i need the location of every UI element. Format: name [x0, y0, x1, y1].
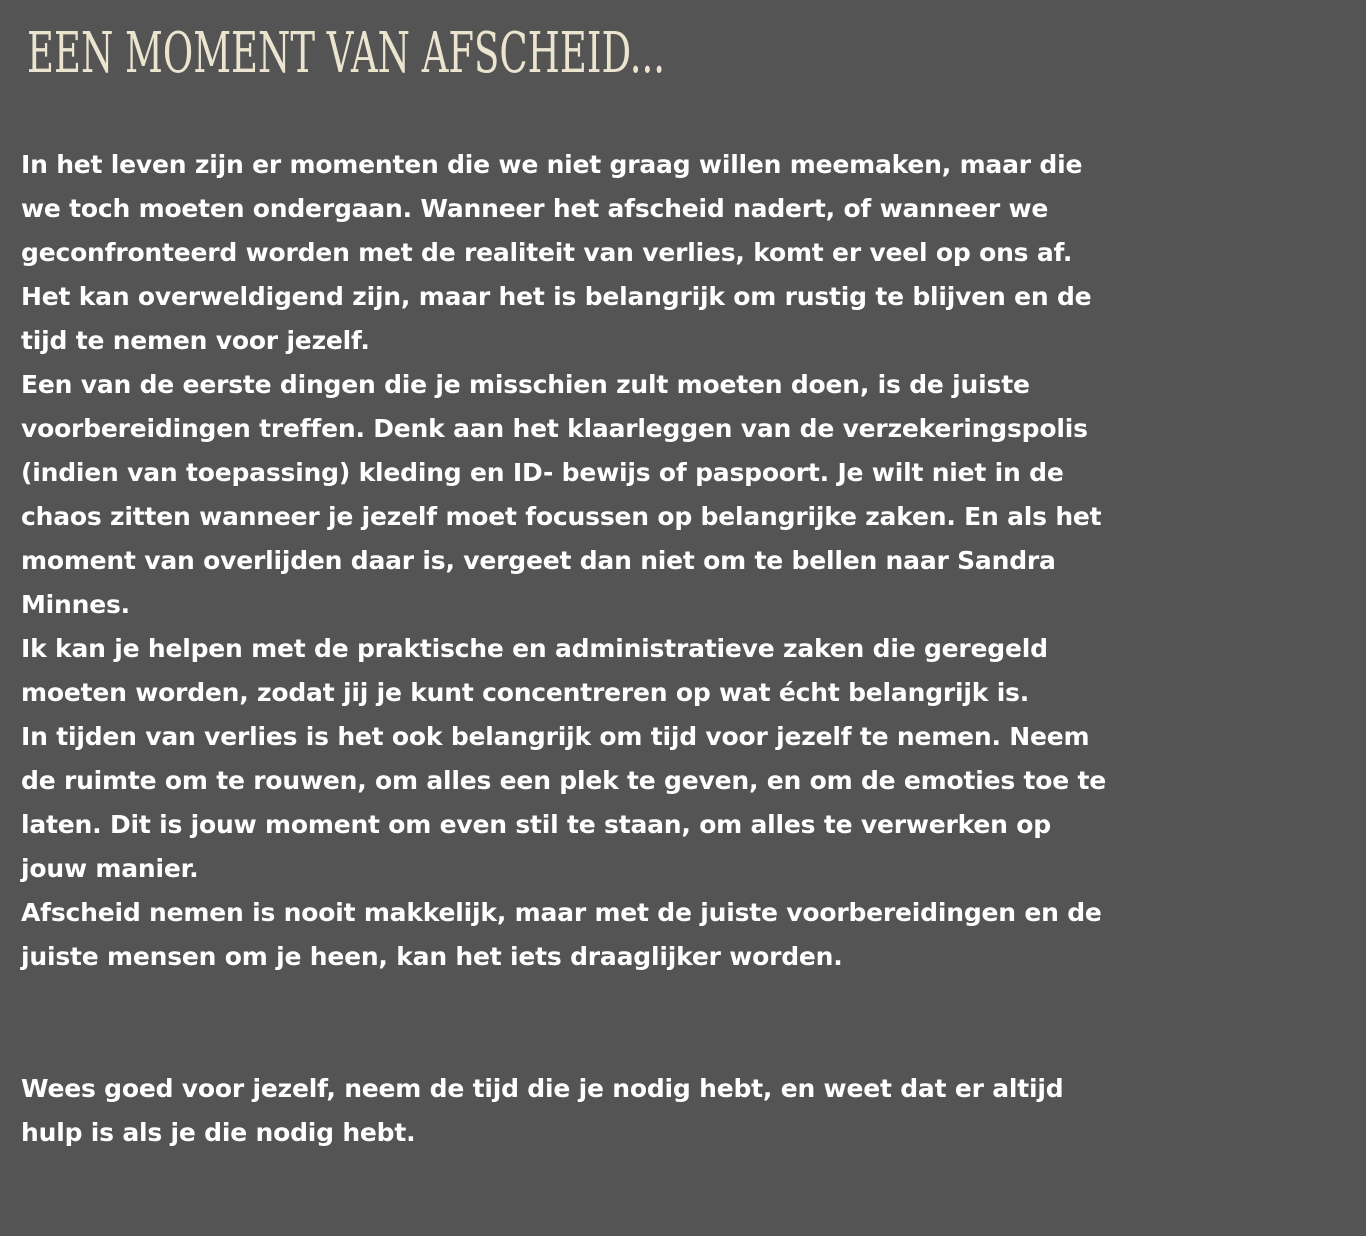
text-line: In tijden van verlies is het ook belangrijk om tijd voor jezelf te nemen. Neem [21, 722, 1090, 751]
text-line: moeten worden, zodat jij je kunt concentreren op wat écht belangrijk is. [21, 678, 1030, 707]
text-line: Een van de eerste dingen die je misschien zult moeten doen, is de juiste [21, 370, 1030, 399]
paragraph-intro [21, 143, 1221, 363]
text-line: tijd te nemen voor jezelf. [21, 326, 370, 355]
paragraph-preparations [21, 363, 1221, 627]
paragraph-help [21, 627, 1221, 715]
article-body [21, 143, 1221, 1155]
paragraph-self-care [21, 715, 1221, 891]
text-line: de ruimte om te rouwen, om alles een plek te geven, en om de emoties toe te [21, 766, 1107, 795]
paragraph-closing [21, 1067, 1221, 1155]
text-line: geconfronteerd worden met de realiteit van verlies, komt er veel op ons af. [21, 238, 1073, 267]
text-line: laten. Dit is jouw moment om even stil te staan, om alles te verwerken op [21, 810, 1051, 839]
text-line: chaos zitten wanneer je jezelf moet focussen op belangrijke zaken. En als het [21, 502, 1102, 531]
text-line: In het leven zijn er momenten die we niet graag willen meemaken, maar die [21, 150, 1083, 179]
page-title: EEN MOMENT VAN AFSCHEID... [27, 21, 666, 86]
text-line: juiste mensen om je heen, kan het iets draaglijker worden. [21, 942, 843, 971]
text-line: Afscheid nemen is nooit makkelijk, maar met de juiste voorbereidingen en de [21, 898, 1102, 927]
text-line: we toch moeten ondergaan. Wanneer het afscheid nadert, of wanneer we [21, 194, 1049, 223]
text-line: Minnes. [21, 590, 130, 619]
text-line: Het kan overweldigend zijn, maar het is belangrijk om rustig te blijven en de [21, 282, 1092, 311]
text-line: Wees goed voor jezelf, neem de tijd die je nodig hebt, en weet dat er altijd [21, 1074, 1064, 1103]
text-line: (indien van toepassing) kleding en ID- bewijs of paspoort. Je wilt niet in de [21, 458, 1064, 487]
text-line: voorbereidingen treffen. Denk aan het klaarleggen van de verzekeringspolis [21, 414, 1088, 443]
text-line: Ik kan je helpen met de praktische en administratieve zaken die geregeld [21, 634, 1048, 663]
text-line: jouw manier. [21, 854, 199, 883]
text-line: hulp is als je die nodig hebt. [21, 1118, 416, 1147]
text-line: moment van overlijden daar is, vergeet dan niet om te bellen naar Sandra [21, 546, 1056, 575]
paragraph-farewell [21, 891, 1221, 979]
spacer [21, 979, 1221, 1067]
